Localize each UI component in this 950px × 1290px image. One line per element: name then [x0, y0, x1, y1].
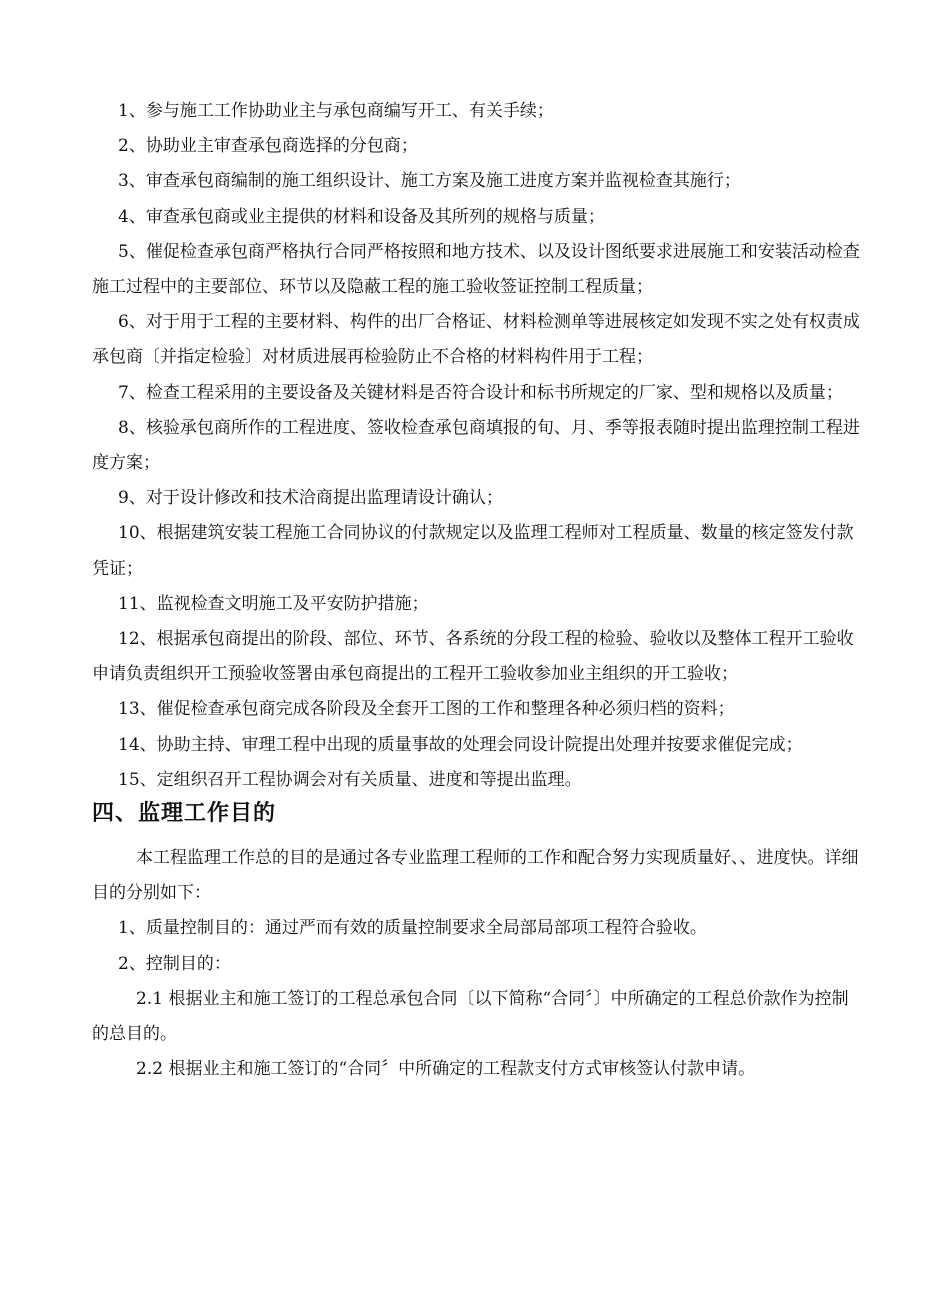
goal-control-sub-2: 2.2 根据业主和施工签订的“合同〞中所确定的工程款支付方式审核签认付款申请。 — [136, 1059, 756, 1080]
duty-item-10: 10、根据建筑安装工程施工合同协议的付款规定以及监理工程师对工程质量、数量的核定签发付款凭证； — [92, 523, 854, 579]
duty-item-9: 9、对于设计修改和技术洽商提出监理请设计确认； — [118, 488, 503, 509]
duty-item-12: 12、根据承包商提出的阶段、部位、环节、各系统的分段工程的检验、验收以及整体工程开工验收申请负责组织开工预验收签署由承包商提出的工程开工验收参加业主组织的开工验收； — [92, 629, 854, 685]
duty-item-2: 2、协助业主审查承包商选择的分包商； — [118, 136, 418, 157]
duty-item-4: 4、审查承包商或业主提供的材料和设备及其所列的规格与质量； — [118, 206, 605, 227]
goal-control-sub-1: 2.1 根据业主和施工签订的工程总承包合同〔以下简称“合同〞〕中所确定的工程总价款作为控制的总目的。 — [92, 988, 849, 1045]
goal-control: 2、控制目的： — [118, 953, 231, 974]
goal-quality: 1、质量控制目的：通过严而有效的质量控制要求全局部局部项工程符合验收。 — [118, 918, 707, 939]
duty-item-3: 3、审查承包商编制的施工组织设计、施工方案及施工进度方案并监视检查其施行； — [118, 171, 741, 192]
duty-item-6: 6、对于用于工程的主要材料、构件的出厂合格证、材料检测单等进展核定如发现不实之处有权责成承包商〔并指定检验〕对材质进展再检验防止不合格的材料构件用于工程； — [92, 312, 860, 368]
duty-item-14: 14、协助主持、审理工程中出现的质量事故的处理会同设计院提出处理并按要求催促完成； — [118, 734, 803, 755]
duty-item-15: 15、定组织召开工程协调会对有关质量、进度和等提出监理。 — [118, 769, 582, 790]
section-heading: 四、监理工作目的 — [92, 801, 277, 827]
duty-item-1: 1、参与施工工作协助业主与承包商编写开工、有关手续； — [118, 101, 554, 121]
duty-item-5: 5、催促检查承包商严格执行合同严格按照和地方技术、以及设计图纸要求进展施工和安装活动检查施工过程中的主要部位、环节以及隐蔽工程的施工验收签证控制工程质量； — [92, 241, 860, 298]
duty-item-8: 8、核验承包商所作的工程进度、签收检查承包商填报的旬、月、季等报表随时提出监理控制工程进度方案； — [92, 417, 860, 474]
duty-item-11: 11、监视检查文明施工及平安防护措施； — [118, 593, 429, 614]
duty-item-13: 13、催促检查承包商完成各阶段及全套开工图的工作和整理各种必须归档的资料； — [118, 699, 735, 720]
section-intro: 本工程监理工作总的目的是通过各专业监理工程师的工作和配合努力实现质量好、、进度快。详细目的分别如下： — [92, 848, 859, 904]
document-body — [92, 94, 862, 1087]
duty-item-7: 7、检查工程采用的主要设备及关键材料是否符合设计和标书所规定的厂家、型和规格以及质量； — [118, 382, 843, 403]
